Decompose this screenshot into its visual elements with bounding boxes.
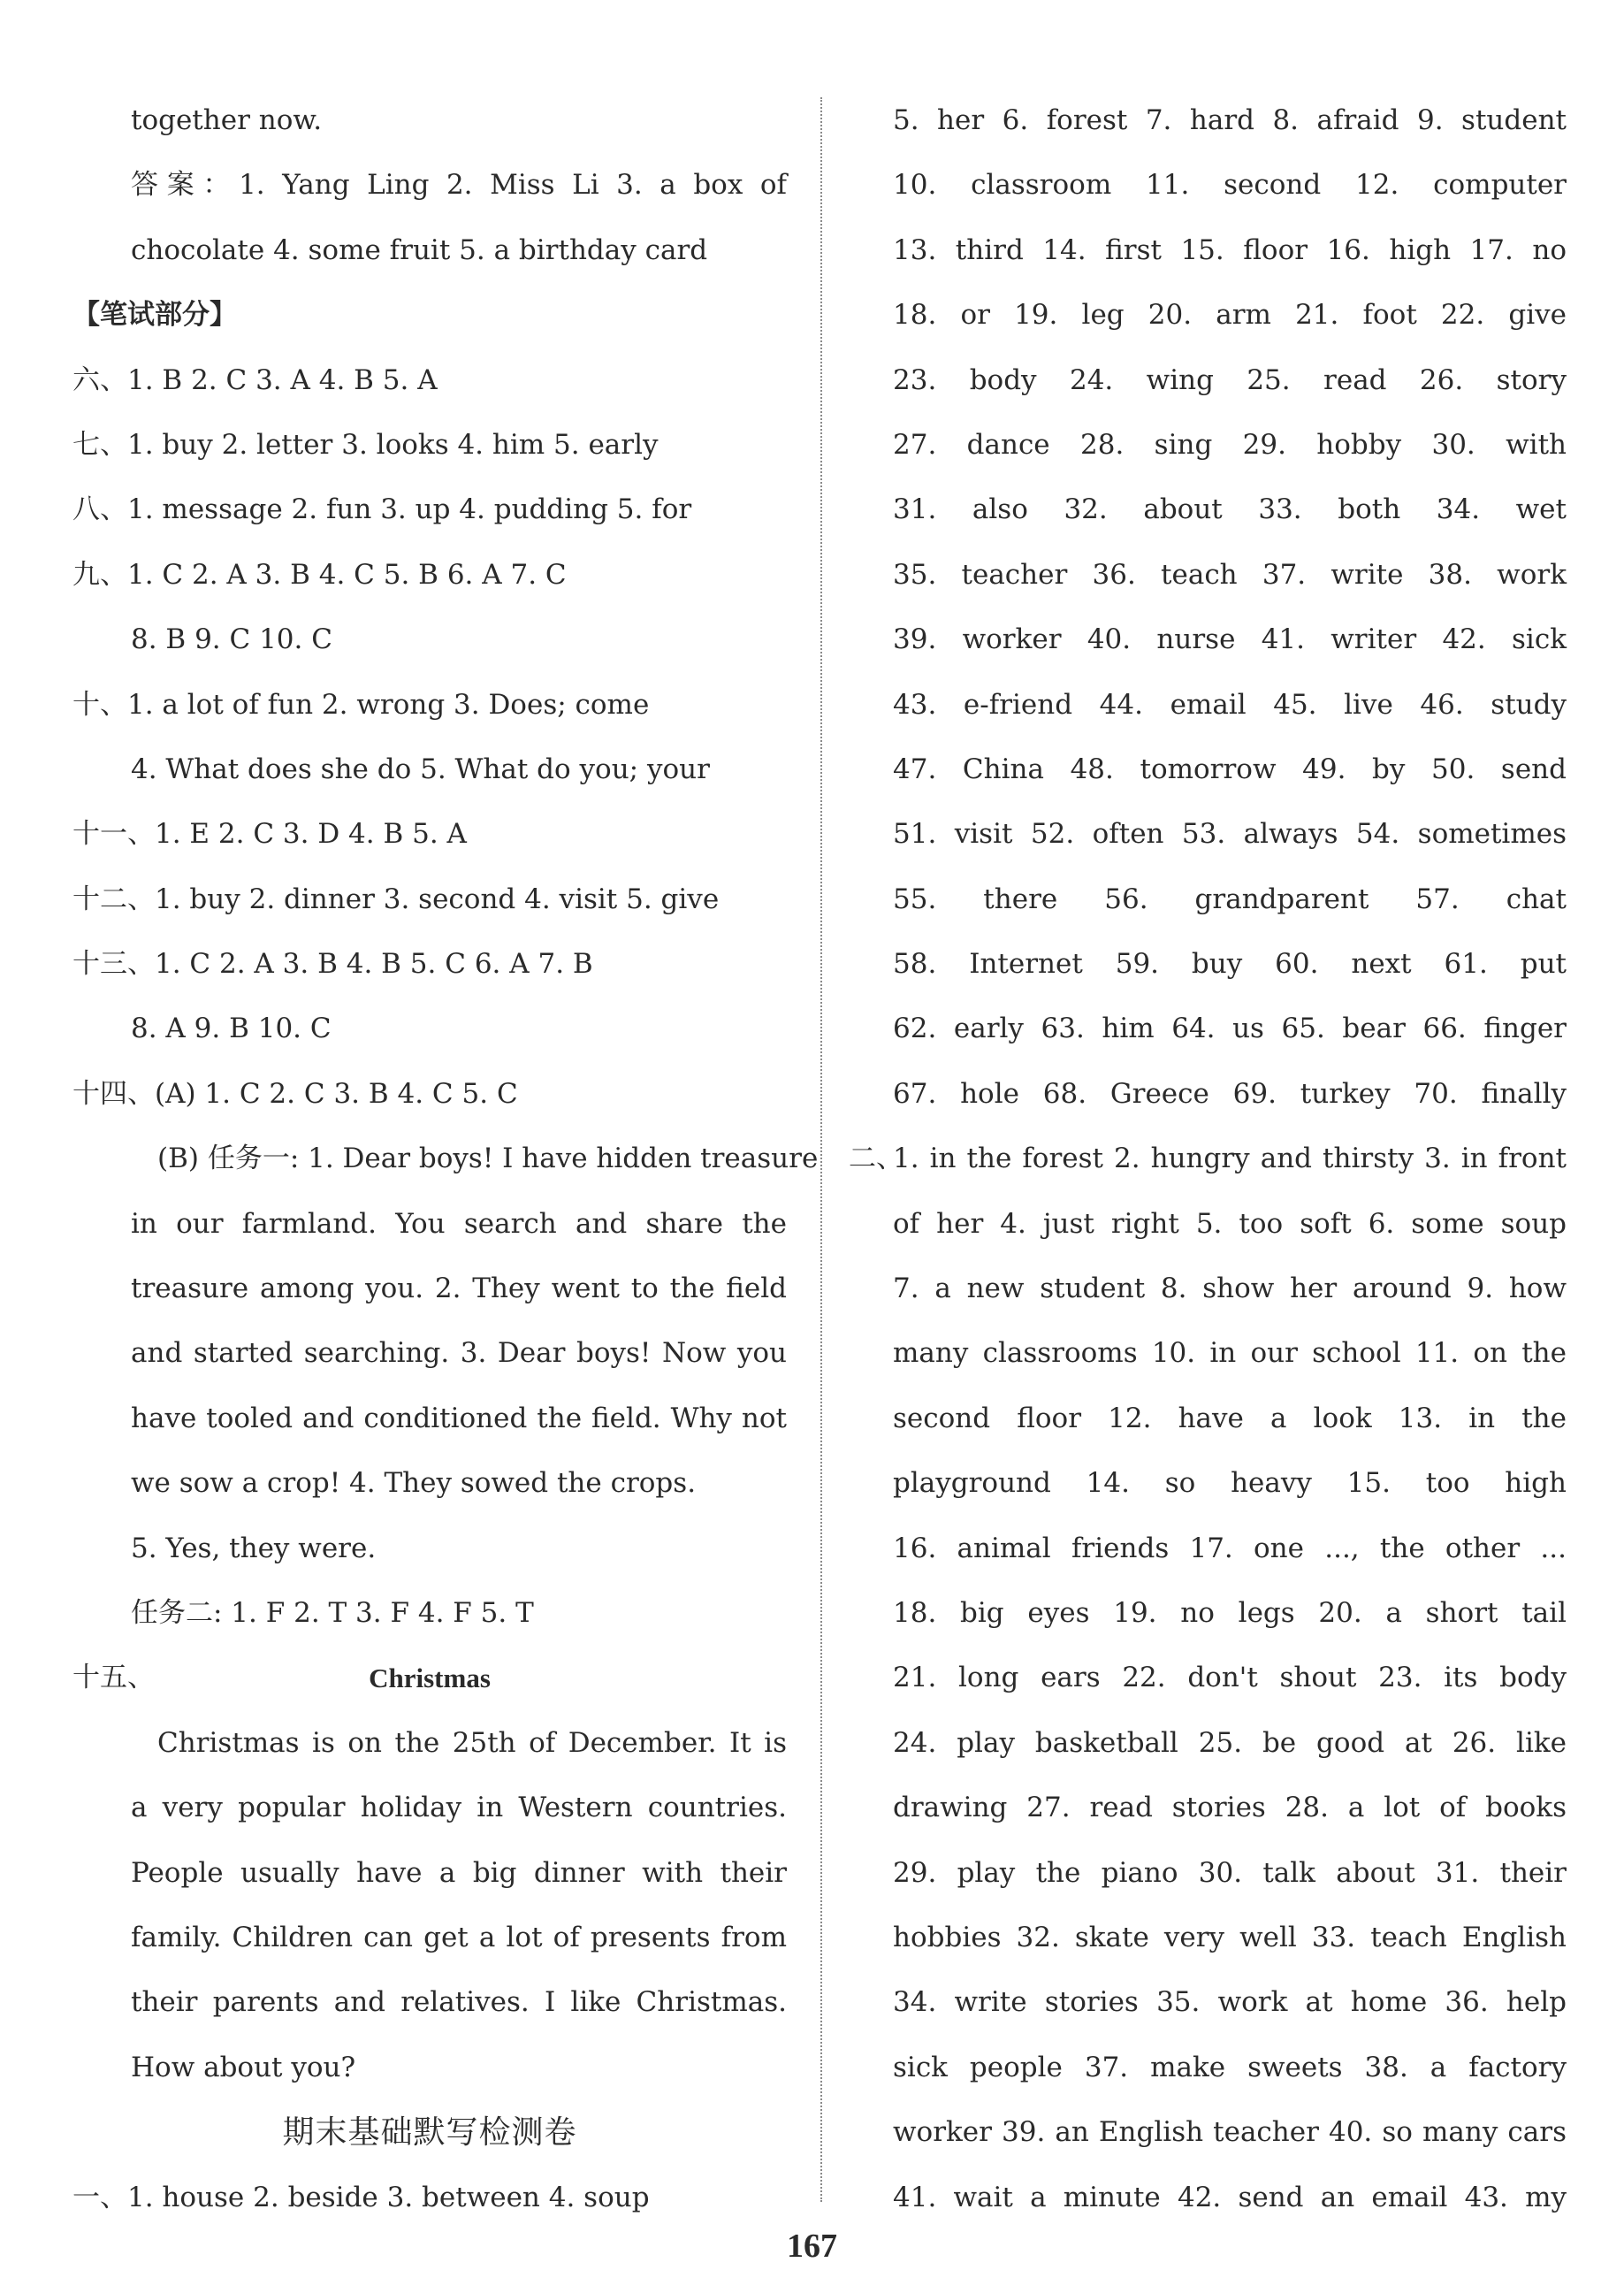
line-text: 41. wait a minute 42. send an email 43. my (893, 2181, 1567, 2213)
left-column (72, 88, 819, 2230)
line-text: 27. dance 28. sing 29. hobby 30. with (893, 428, 1567, 461)
section-number: 十五、 (72, 1662, 155, 1694)
answer-line (72, 1970, 787, 2035)
line-text: 62. early 63. him 64. us 65. bear 66. finger (893, 1013, 1567, 1045)
line-text: 1. in the forest 2. hungry and thirsty 3. in front (893, 1143, 1567, 1175)
line-text: 十三、1. C 2. A 3. B 4. B 5. C 6. A 7. B (72, 948, 593, 981)
answer-line (893, 1257, 1567, 1321)
answer-line (893, 1192, 1567, 1257)
answer-line (893, 1451, 1567, 1516)
answer-line (893, 413, 1567, 478)
answer-line (72, 608, 787, 672)
answer-line (72, 997, 787, 1061)
answer-line (72, 1192, 787, 1257)
answer-line (893, 543, 1567, 608)
line-text: hobbies 32. skate very well 33. teach English (893, 1921, 1567, 1953)
line-text: many classrooms 10. in our school 11. on the (893, 1337, 1567, 1370)
answer-line (72, 2036, 787, 2100)
answer-line (849, 1127, 1567, 1191)
answer-line (893, 218, 1567, 283)
answer-line (72, 1841, 787, 1906)
answer-line (72, 1776, 787, 1840)
line-text: 六、1. B 2. C 3. A 4. B 5. A (72, 363, 438, 396)
line-text: 58. Internet 59. buy 60. next 61. put (893, 948, 1567, 981)
line-text: 5. her 6. forest 7. hard 8. afraid 9. student (893, 104, 1567, 136)
line-text: and started searching. 3. Dear boys! Now you (131, 1337, 787, 1370)
line-text: 8. B 9. C 10. C (131, 623, 332, 656)
line-text: have tooled and conditioned the field. Why not (131, 1402, 787, 1434)
line-text: their parents and relatives. I like Christmas. (131, 1986, 787, 2019)
answer-line (893, 1387, 1567, 1451)
answer-line (893, 2166, 1567, 2230)
answer-line (72, 1321, 787, 1386)
line-text: second floor 12. have a look 13. in the (893, 1402, 1567, 1434)
answer-line (893, 283, 1567, 348)
line-text: 23. body 24. wing 25. read 26. story (893, 363, 1567, 396)
answer-line (72, 1127, 819, 1191)
line-text: playground 14. so heavy 15. too high (893, 1467, 1567, 1500)
line-text: 7. a new student 8. show her around 9. how (893, 1273, 1567, 1305)
answer-line (72, 348, 787, 413)
answer-line (72, 1646, 787, 1710)
answer-line (893, 2100, 1567, 2165)
line-text: 七、1. buy 2. letter 3. looks 4. him 5. early (72, 428, 659, 461)
answer-line (72, 1387, 787, 1451)
line-text: 【笔试部分】 (72, 299, 237, 332)
answer-line (72, 1062, 787, 1127)
answer-line (893, 478, 1567, 542)
answer-line (893, 868, 1567, 932)
line-text: 34. write stories 35. work at home 36. help (893, 1986, 1567, 2019)
line-text: People usually have a big dinner with their (131, 1856, 787, 1889)
line-text: 31. also 32. about 33. both 34. wet (893, 493, 1567, 526)
answer-line (72, 543, 787, 608)
answer-line (72, 932, 787, 997)
line-text: 29. play the piano 30. talk about 31. their (893, 1856, 1567, 1889)
answer-line (72, 478, 787, 542)
answer-line (72, 1451, 787, 1516)
line-text: a very popular holiday in Western countries. (131, 1792, 787, 1824)
answer-line (893, 738, 1567, 802)
line-text: 十四、(A) 1. C 2. C 3. B 4. C 5. C (72, 1077, 518, 1110)
essay-title: Christmas (369, 1662, 491, 1694)
line-text: (B) 任务一: 1. Dear boys! I have hidden treasure (157, 1143, 819, 1175)
line-text: 十、1. a lot of fun 2. wrong 3. Does; come (72, 688, 650, 721)
line-text: treasure among you. 2. They went to the field (131, 1273, 787, 1305)
line-text: 答案：1. Yang Ling 2. Miss Li 3. a box of (131, 169, 787, 202)
column-divider (820, 97, 822, 2202)
line-text: 43. e-friend 44. email 45. live 46. study (893, 688, 1567, 721)
answer-line (72, 738, 787, 802)
answer-line (893, 153, 1567, 218)
line-text: 67. hole 68. Greece 69. turkey 70. finally (893, 1077, 1567, 1110)
line-text: 一、1. house 2. beside 3. between 4. soup (72, 2181, 650, 2213)
right-column (849, 88, 1567, 2230)
answer-line (72, 868, 787, 932)
answer-line (72, 1581, 787, 1646)
line-text: 任务二: 1. F 2. T 3. F 4. F 5. T (131, 1596, 534, 1629)
answer-line (893, 1062, 1567, 1127)
answer-line (893, 1970, 1567, 2035)
answer-line (893, 997, 1567, 1061)
answer-line (893, 2036, 1567, 2100)
answer-line (893, 1321, 1567, 1386)
answer-line (72, 218, 787, 283)
answer-line (893, 1711, 1567, 1776)
line-text: we sow a crop! 4. They sowed the crops. (131, 1467, 697, 1500)
line-text: drawing 27. read stories 28. a lot of books (893, 1792, 1567, 1824)
answer-line (72, 802, 787, 867)
answer-line (72, 1257, 787, 1321)
page-number: 167 (787, 2228, 837, 2265)
line-text: 八、1. message 2. fun 3. up 4. pudding 5. for (72, 493, 692, 526)
answer-line (893, 802, 1567, 867)
answer-line (893, 608, 1567, 672)
answer-line (893, 1776, 1567, 1840)
line-text: 18. or 19. leg 20. arm 21. foot 22. give (893, 299, 1567, 332)
line-text: sick people 37. make sweets 38. a factory (893, 2051, 1567, 2083)
line-text: 55. there 56. grandparent 57. chat (893, 883, 1567, 915)
answer-line (893, 1906, 1567, 1970)
line-text: 39. worker 40. nurse 41. writer 42. sick (893, 623, 1567, 656)
answer-line (72, 1711, 787, 1776)
line-text: 10. classroom 11. second 12. computer (893, 169, 1567, 202)
line-text: family. Children can get a lot of presents from (131, 1921, 787, 1953)
line-text: chocolate 4. some fruit 5. a birthday card (131, 233, 708, 266)
line-text: 十一、1. E 2. C 3. D 4. B 5. A (72, 818, 467, 851)
answer-line (893, 673, 1567, 738)
answer-line (72, 283, 787, 348)
line-text: 47. China 48. tomorrow 49. by 50. send (893, 753, 1567, 785)
line-text: in our farmland. You search and share the (131, 1207, 787, 1240)
answer-line (893, 1517, 1567, 1581)
answer-line (72, 1906, 787, 1970)
section-title: 期末基础默写检测卷 (282, 2114, 577, 2152)
line-text: of her 4. just right 5. too soft 6. some soup (893, 1207, 1567, 1240)
answer-line (72, 153, 787, 218)
answer-line (893, 348, 1567, 413)
answer-line (72, 2166, 787, 2230)
answer-line (893, 88, 1567, 153)
line-text: How about you? (131, 2051, 356, 2083)
line-text: 5. Yes, they were. (131, 1532, 377, 1564)
line-text: 18. big eyes 19. no legs 20. a short tail (893, 1596, 1567, 1629)
line-text: 8. A 9. B 10. C (131, 1013, 332, 1045)
line-text: 35. teacher 36. teach 37. write 38. work (893, 558, 1567, 591)
line-text: 13. third 14. first 15. floor 16. high 17. no (893, 233, 1567, 266)
line-text: 十二、1. buy 2. dinner 3. second 4. visit 5. give (72, 883, 720, 915)
section-number: 二、 (849, 1143, 903, 1175)
line-text: 51. visit 52. often 53. always 54. sometimes (893, 818, 1567, 851)
answer-line (893, 1841, 1567, 1906)
line-text: worker 39. an English teacher 40. so many cars (893, 2116, 1567, 2149)
line-text: 16. animal friends 17. one ..., the other ... (893, 1532, 1567, 1564)
line-text: 4. What does she do 5. What do you; your (131, 753, 710, 785)
answer-line (893, 1581, 1567, 1646)
line-text: 九、1. C 2. A 3. B 4. C 5. B 6. A 7. C (72, 558, 567, 591)
line-text: together now. (131, 104, 323, 136)
answer-line (72, 1517, 787, 1581)
line-text: 24. play basketball 25. be good at 26. like (893, 1726, 1567, 1759)
answer-line (72, 413, 787, 478)
answer-line (72, 88, 787, 153)
answer-line (72, 673, 787, 738)
answer-line (893, 932, 1567, 997)
line-text: Christmas is on the 25th of December. It is (157, 1726, 787, 1759)
answer-line (893, 1646, 1567, 1710)
line-text: 21. long ears 22. don't shout 23. its body (893, 1662, 1567, 1694)
